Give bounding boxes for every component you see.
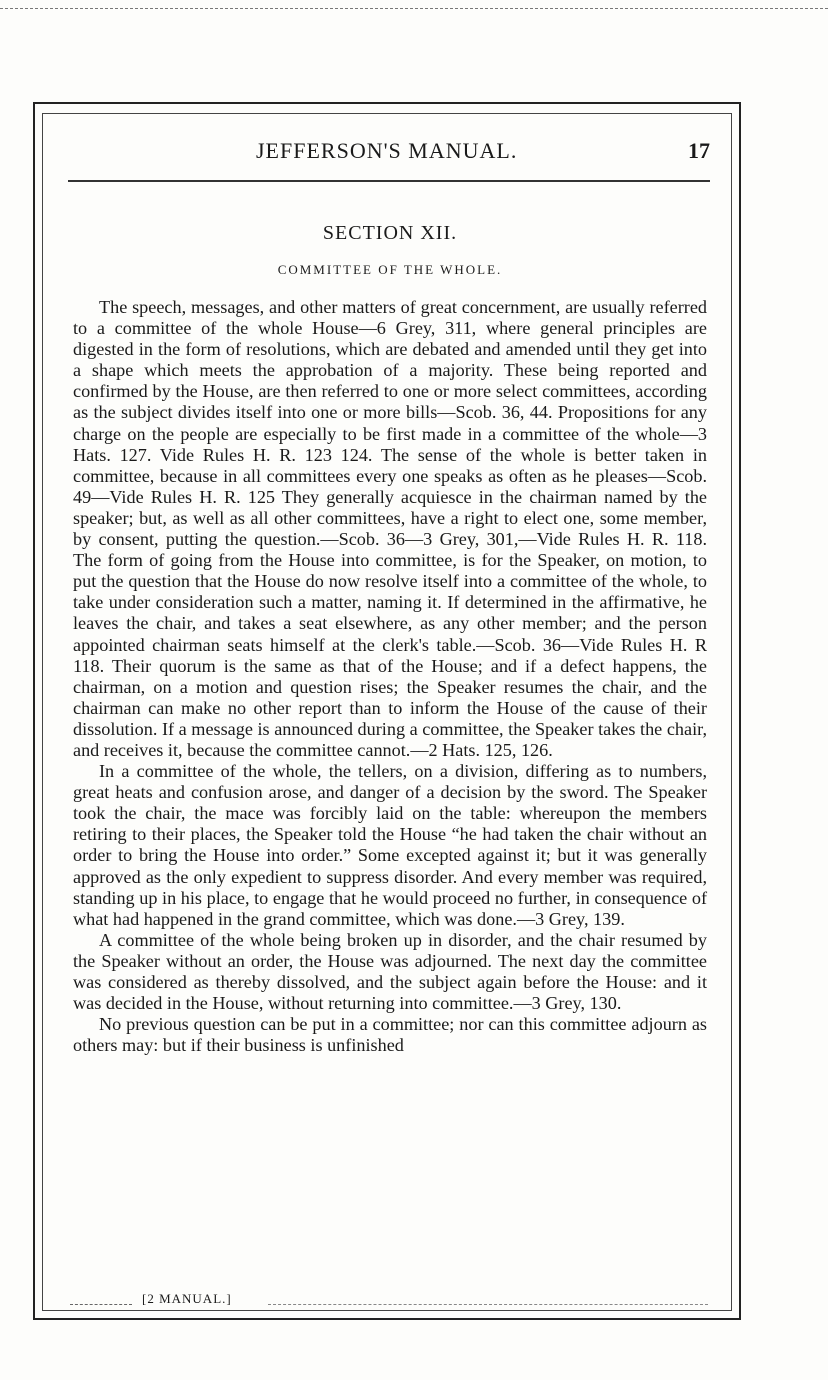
footer-dashed-rule-left	[70, 1304, 132, 1305]
header-rule	[68, 180, 710, 182]
paragraph: In a committee of the whole, the tellers, on a division, differing as to numbers, great heats and confusion arose, and danger of a decision by the sword. The Speaker took the chair, the mace was forcibly laid on the table: whereupon the members retiring to their places, the Speaker told the House “he had taken the chair without an order to bring the House into order.” Some excepted against it; but it was generally approved as the only expedient to suppress disorder. And every member was required, standing up in his place, to engage that he would proceed no further, in consequence of what had happened in the grand committee, which was done.—3 Grey, 139.	[73, 761, 707, 929]
section-heading: SECTION XII.	[322, 222, 458, 244]
paragraph: The speech, messages, and other matters of great concernment, are usually referred to a committee of the whole House—6 Grey, 311, where general principles are digested in the form of resolutions, which are debated and amended until they get into a shape which meets the approbation of a majority. These being reported and confirmed by the House, are then referred to one or more select committees, according as the subject divides itself into one or more bills—Scob. 36, 44. Propositions for any charge on the people are especially to be first made in a committee of the whole—3 Hats. 127. Vide Rules H. R. 123 124. The sense of the whole is better taken in committee, because in all committees every one speaks as often as he pleases—Scob. 49—Vide Rules H. R. 125 They generally acquiesce in the chairman named by the speaker; but, as well as all other committees, have a right to elect one, some member, by consent, putting the question.—Scob. 36—3 Grey, 301,—Vide Rules H. R. 118. The form of going from the House into committee, is for the Speaker, on motion, to put the question that the House do now resolve itself into a committee of the whole, to take under consideration such a matter, naming it. If determined in the affirmative, he leaves the chair, and takes a seat elsewhere, as any other member; and the person appointed chairman seats himself at the clerk's table.—Scob. 36—Vide Rules H. R 118. Their quorum is the same as that of the House; and if a defect happens, the chairman, on a motion and question rises; the Speaker resumes the chair, and the chairman can make no other report than to inform the House of the cause of their dissolution. If a message is announced during a committee, the Speaker takes the chair, and receives it, because the committee cannot.—2 Hats. 125, 126.	[73, 297, 707, 760]
top-dashed-rule	[0, 8, 828, 9]
section-subheading: COMMITTEE OF THE WHOLE.	[277, 262, 503, 277]
page-number: 17	[688, 138, 710, 163]
running-title: JEFFERSON'S MANUAL.	[256, 138, 518, 163]
footer-dashed-rule-right	[268, 1304, 708, 1305]
paragraph: No previous question can be put in a committee; nor can this committee adjourn as others may: but if their business is unfinished	[73, 1014, 707, 1056]
signature-mark: [2 MANUAL.]	[142, 1291, 232, 1306]
running-head	[70, 138, 710, 168]
body-text	[73, 297, 707, 1056]
paragraph: A committee of the whole being broken up in disorder, and the chair resumed by the Speaker without an order, the House was adjourned. The next day the committee was considered as thereby dissolved, and the subject again before the House: and it was decided in the House, without returning into committee.—3 Grey, 130.	[73, 929, 707, 1014]
